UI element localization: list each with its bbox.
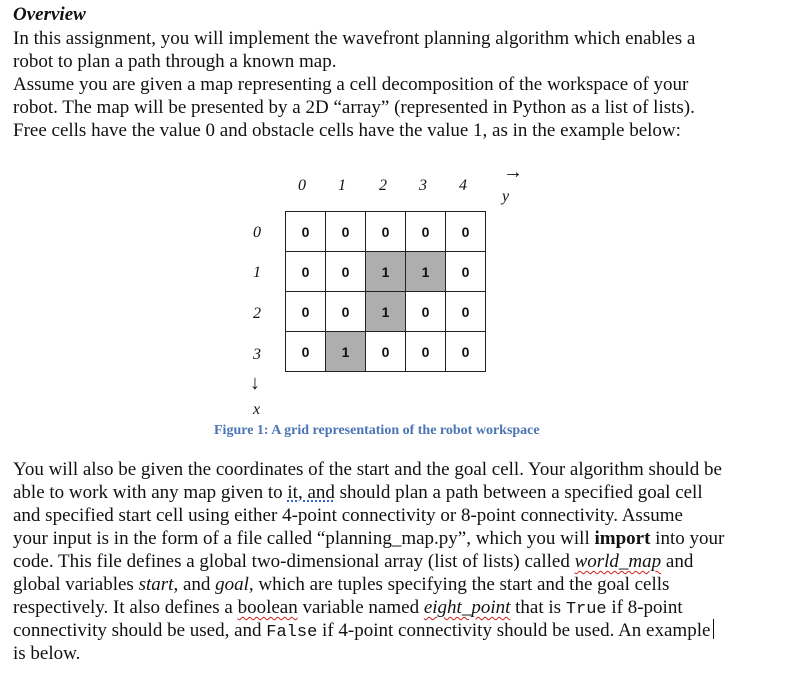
col-label: 2 [379,177,387,194]
grid-cell: 0 [286,212,326,252]
body-line: is below. [13,643,81,664]
body-line [13,573,669,596]
text-run: boolean [237,597,298,618]
grid-cell: 0 [326,292,366,332]
grid-cell: 0 [286,252,326,292]
text-run: start [138,574,174,595]
body-line [13,619,714,644]
text-run: your input is in the form of a file called “planning_map.py”, which you will [13,528,595,549]
text-run: that is [510,597,566,618]
grid-cell: 1 [366,292,406,332]
grid-cell: 0 [446,292,486,332]
body-line [13,550,693,573]
grid-cell: 0 [326,212,366,252]
text-run: False [266,623,318,642]
x-axis-arrow-icon: ↓ [250,372,260,394]
grid-cell: 0 [406,212,446,252]
grid-cell: 0 [446,212,486,252]
grid-cell: 0 [286,292,326,332]
x-axis-label: x [253,401,261,418]
row-label: 0 [253,224,261,241]
text-run: True [565,600,607,619]
row-label: 3 [253,346,261,363]
text-run: respectively. It also defines a [13,597,238,618]
row-label: 2 [253,305,261,322]
grid-cell: 0 [406,292,446,332]
grid-cell: 0 [366,332,406,372]
y-axis-arrow-icon: → [503,161,523,183]
text-run: it, and [287,482,335,503]
grid-cell: 0 [286,332,326,372]
grid-row [286,292,486,332]
occupancy-grid [285,211,486,372]
grid-cell: 1 [366,252,406,292]
section-heading: Overview [13,4,86,25]
intro-line: Assume you are given a map representing a cell decomposition of the workspace of your [13,74,689,95]
body-line [13,527,724,550]
body-line: and specified start cell using either 4-point connectivity or 8-point connectivity. Assume [13,505,683,526]
intro-line: robot to plan a path through a known map. [13,51,337,72]
body-line [13,481,703,504]
col-label: 4 [459,177,467,194]
grid-cell: 0 [326,252,366,292]
text-run: and [661,551,694,572]
text-run: code. This file defines a global two-dimensional array (list of lists) called [13,551,575,572]
text-run: goal [215,574,249,595]
body-line [13,596,683,621]
text-run: should plan a path between a specified goal cell [334,482,703,503]
grid-cell: 1 [406,252,446,292]
intro-line: robot. The map will be presented by a 2D “array” (represented in Python as a list of lists). [13,97,695,118]
grid-row [286,332,486,372]
text-run: if 4-point connectivity should be used. An example [317,620,711,641]
figure-caption: Figure 1: A grid representation of the robot workspace [214,423,540,438]
row-label: 1 [253,264,261,281]
text-run: able to work with any map given to [13,482,288,503]
text-run: import [594,528,651,549]
text-run: if 8-point [606,597,683,618]
grid-cell: 0 [446,332,486,372]
grid-cell: 1 [326,332,366,372]
text-run: connectivity should be used, and [13,620,267,641]
text-run: world_map [574,551,662,572]
body-line: You will also be given the coordinates of the start and the goal cell. Your algorithm should be [13,459,722,480]
text-run: global variables [13,574,139,595]
intro-line: Free cells have the value 0 and obstacle cells have the value 1, as in the example below: [13,120,681,141]
col-label: 0 [298,177,306,194]
text-cursor [713,619,714,639]
col-label: 1 [338,177,346,194]
col-label: 3 [419,177,427,194]
intro-line: In this assignment, you will implement the wavefront planning algorithm which enables a [13,28,696,49]
grid-cell: 0 [406,332,446,372]
text-run: , which are tuples specifying the start and the goal cells [248,574,670,595]
text-run: variable named [297,597,424,618]
y-axis-label: y [502,188,510,205]
text-run: , and [173,574,216,595]
grid-row [286,252,486,292]
grid-row [286,212,486,252]
grid-cell: 0 [446,252,486,292]
text-run: into your [650,528,725,549]
text-run: eight_point [423,597,511,618]
grid-cell: 0 [366,212,406,252]
